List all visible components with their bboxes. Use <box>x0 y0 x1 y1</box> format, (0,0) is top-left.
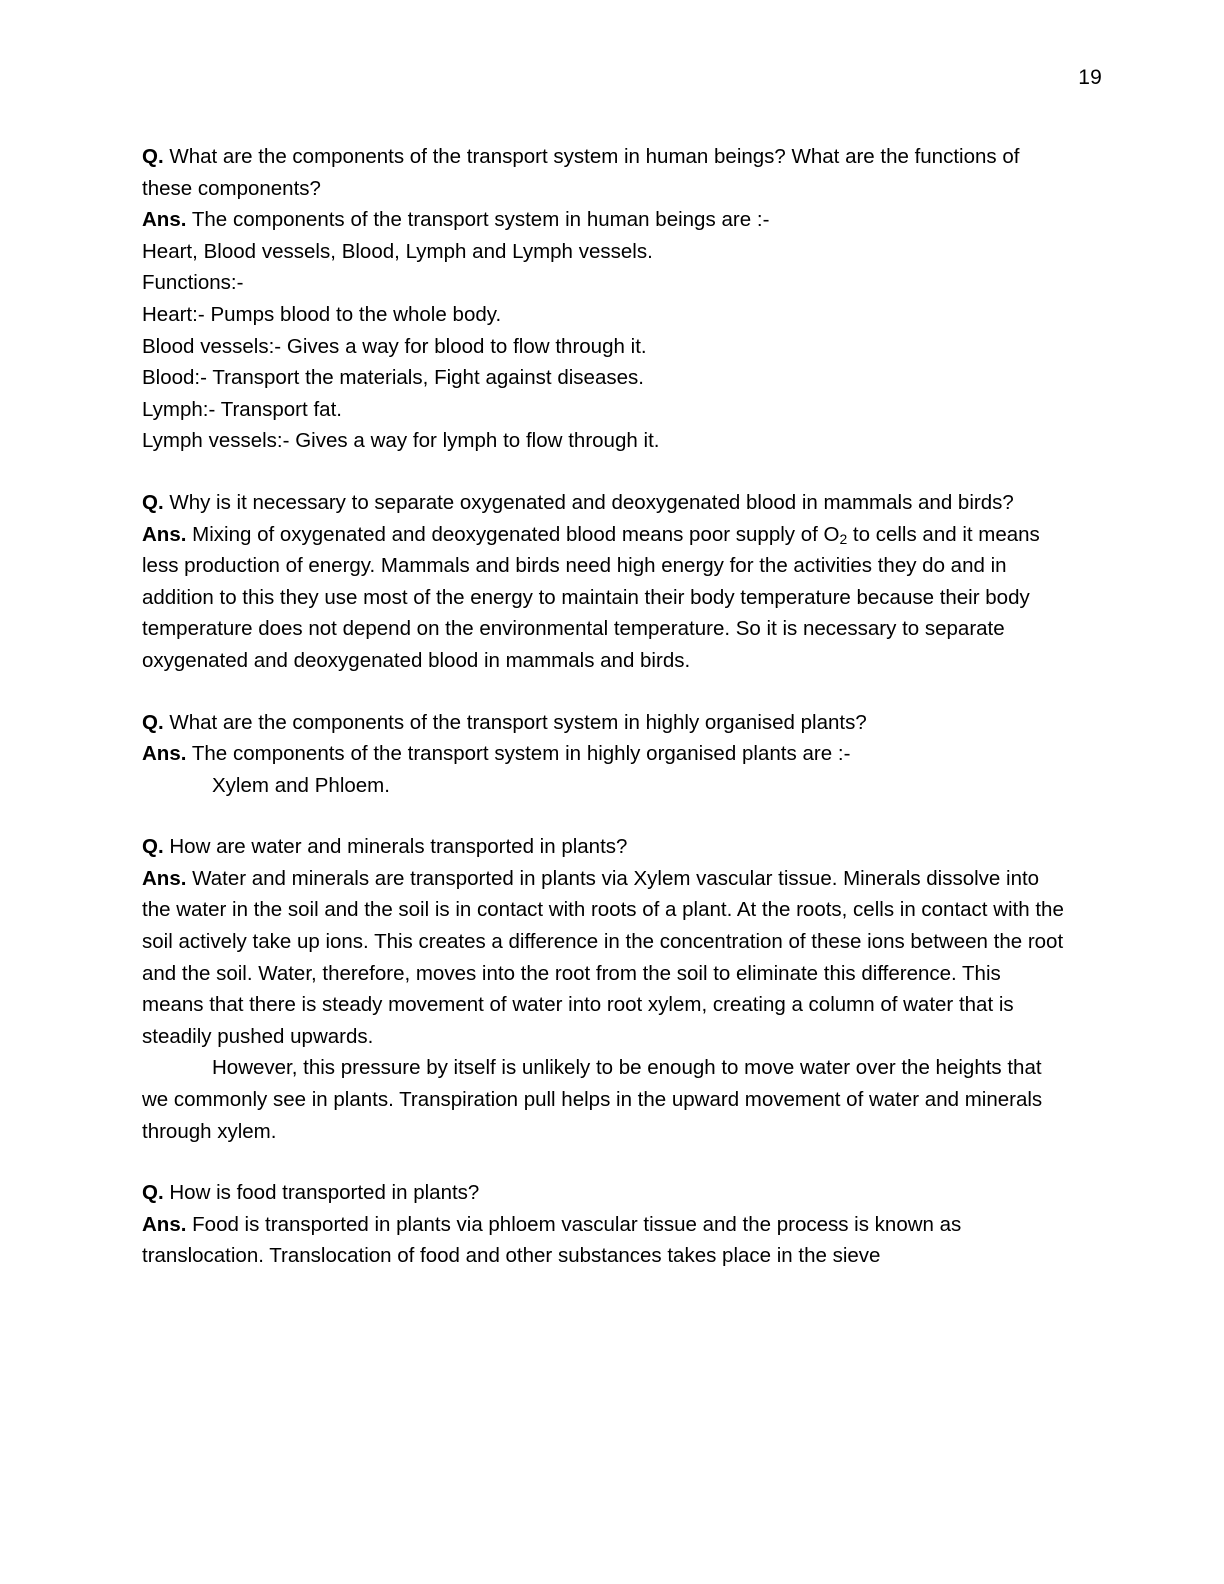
answer-line: Heart:- Pumps blood to the whole body. <box>142 302 502 326</box>
answer-line: Lymph vessels:- Gives a way for lymph to flow through it. <box>142 429 660 453</box>
question-body: What are the components of the transport system in human beings? What are the functions of these components? <box>142 145 1020 200</box>
qa-block-transport-system-highly-organised-plants <box>142 707 1066 802</box>
answer-label: Ans. <box>142 208 187 232</box>
qa-block-separate-oxygenated-deoxygenated-blood <box>142 487 1066 677</box>
answer-body-part-2: to cells and it means less production of energy. Mammals and birds need high energy for the activities they do and in addition to this they use most of the energy to maintain their body temperature because their body temperature does not depend on the environmental temperature. So it is necessary to separate oxygenated and deoxygenated blood in mammals and birds. <box>142 522 1040 672</box>
question-text <box>142 487 1066 519</box>
question-body: How is food transported in plants? <box>169 1181 480 1205</box>
answer-line <box>142 204 1066 236</box>
answer-label: Ans. <box>142 522 187 546</box>
answer-line-indented: Xylem and Phloem. <box>212 773 390 797</box>
question-text <box>142 831 1066 863</box>
qa-block-transport-system-human-beings <box>142 141 1066 457</box>
answer-body: Water and minerals are transported in plants via Xylem vascular tissue. Minerals dissolve into the water in the soil and the soil is in contact with roots of a plant. At the roots, cells in contact with the soil actively take up ions. This creates a difference in the concentration of these ions between the root and the soil. Water, therefore, moves into the root from the soil to eliminate this difference. This means that there is steady movement of water into root xylem, creating a column of water that is steadily pushed upwards. <box>142 866 1064 1048</box>
answer-body: However, this pressure by itself is unlikely to be enough to move water over the heights that we commonly see in plants. Transpiration pull helps in the upward movement of water and minerals through xylem. <box>142 1056 1043 1143</box>
question-label: Q. <box>142 1181 164 1205</box>
answer-line-text: The components of the transport system in highly organised plants are :- <box>191 742 851 766</box>
question-label: Q. <box>142 145 164 168</box>
answer-line: Functions:- <box>142 271 244 295</box>
answer-paragraph <box>142 1209 1066 1272</box>
answer-line: Blood:- Transport the materials, Fight against diseases. <box>142 366 644 390</box>
answer-line: Blood vessels:- Gives a way for blood to flow through it. <box>142 334 647 358</box>
question-label: Q. <box>142 490 164 514</box>
answer-body-part-1: Mixing of oxygenated and deoxygenated blood means poor supply of O <box>192 522 840 546</box>
answer-label: Ans. <box>142 1212 187 1236</box>
answer-label: Ans. <box>142 866 187 890</box>
page-number: 19 <box>1078 66 1102 89</box>
question-body: What are the components of the transport system in highly organised plants? <box>169 710 867 734</box>
question-text <box>142 141 1066 204</box>
question-label: Q. <box>142 835 164 859</box>
answer-paragraph-continued <box>142 1052 1066 1147</box>
question-body: How are water and minerals transported in plants? <box>169 835 628 859</box>
question-text <box>142 1177 1066 1209</box>
answer-line: Heart, Blood vessels, Blood, Lymph and Lymph vessels. <box>142 239 653 263</box>
question-body: Why is it necessary to separate oxygenated and deoxygenated blood in mammals and birds? <box>169 490 1014 514</box>
qa-block-water-minerals-transport-plants <box>142 831 1066 1147</box>
answer-line-text: The components of the transport system in human beings are :- <box>191 208 770 232</box>
oxygen-subscript: 2 <box>839 531 848 548</box>
qa-block-food-transport-plants <box>142 1177 1066 1272</box>
page-content <box>142 141 1066 1272</box>
question-label: Q. <box>142 710 164 734</box>
answer-line <box>142 738 1066 770</box>
answer-paragraph <box>142 863 1066 1053</box>
question-text <box>142 707 1066 739</box>
answer-label: Ans. <box>142 742 187 766</box>
answer-line: Lymph:- Transport fat. <box>142 397 342 421</box>
answer-body: Food is transported in plants via phloem vascular tissue and the process is known as translocation. Translocation of food and other substances takes place in the sieve <box>142 1212 962 1268</box>
answer-text <box>142 519 1066 677</box>
